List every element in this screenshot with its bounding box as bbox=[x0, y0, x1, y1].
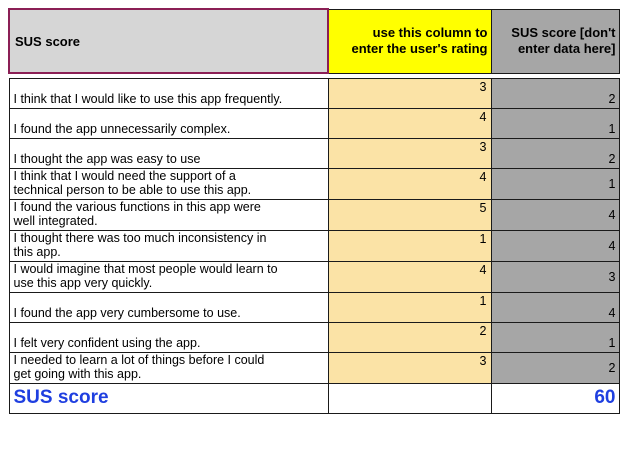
question-text-line1: I needed to learn a lot of things before I could bbox=[13, 352, 265, 367]
question-text-line1: I think that I would need the support of a bbox=[13, 168, 236, 183]
header-score-line1: SUS score [don't bbox=[511, 25, 616, 40]
rating-input-cell[interactable] bbox=[328, 78, 491, 108]
question-text-line1: I found the app very cumbersome to use. bbox=[13, 305, 241, 320]
question-text-line2: well integrated. bbox=[13, 213, 98, 228]
header-score-line2: enter data here] bbox=[517, 41, 616, 56]
header-title: SUS score bbox=[15, 33, 81, 49]
rating-value: 1 bbox=[479, 231, 487, 246]
question-text-line1: I think that I would like to use this app frequently. bbox=[13, 91, 283, 106]
score-output-cell[interactable] bbox=[491, 261, 619, 292]
total-score: 60 bbox=[594, 387, 616, 408]
rating-value: 4 bbox=[479, 262, 487, 277]
header-row bbox=[9, 9, 619, 73]
score-value: 3 bbox=[608, 269, 616, 284]
rating-input-cell[interactable] bbox=[328, 230, 491, 261]
question-text-line1: I found the app unnecessarily complex. bbox=[13, 121, 231, 136]
rating-input-cell[interactable] bbox=[328, 352, 491, 383]
question-text-line1: I thought there was too much inconsistency in bbox=[13, 230, 267, 245]
table-row bbox=[9, 292, 619, 322]
sus-table bbox=[8, 8, 620, 414]
question-text-line2: use this app very quickly. bbox=[13, 275, 153, 290]
score-value: 2 bbox=[608, 151, 616, 166]
question-text-line1: I thought the app was easy to use bbox=[13, 151, 201, 166]
question-text-line2: technical person to be able to use this app. bbox=[13, 182, 252, 197]
header-rating-line1: use this column to bbox=[372, 25, 488, 40]
question-text-line1: I found the various functions in this app were bbox=[13, 199, 261, 214]
score-output-cell[interactable] bbox=[491, 292, 619, 322]
score-value: 1 bbox=[608, 121, 616, 136]
total-label-cell[interactable] bbox=[9, 383, 328, 413]
question-cell[interactable] bbox=[9, 168, 328, 199]
score-output-cell[interactable] bbox=[491, 78, 619, 108]
question-cell[interactable] bbox=[9, 78, 328, 108]
rating-value: 4 bbox=[479, 109, 487, 124]
total-score-cell[interactable] bbox=[491, 383, 619, 413]
total-row bbox=[9, 383, 619, 413]
rating-input-cell[interactable] bbox=[328, 322, 491, 352]
score-output-cell[interactable] bbox=[491, 322, 619, 352]
rating-input-cell[interactable] bbox=[328, 138, 491, 168]
score-value: 4 bbox=[608, 207, 616, 222]
table-row bbox=[9, 352, 619, 383]
header-rating-line2: enter the user's rating bbox=[351, 41, 488, 56]
question-cell[interactable] bbox=[9, 230, 328, 261]
rating-value: 3 bbox=[479, 139, 487, 154]
score-value: 1 bbox=[608, 176, 616, 191]
header-score-cell[interactable] bbox=[491, 9, 619, 73]
table-row bbox=[9, 322, 619, 352]
table-row bbox=[9, 138, 619, 168]
sus-spreadsheet bbox=[8, 8, 618, 414]
rating-value: 4 bbox=[479, 169, 487, 184]
question-text-line1: I felt very confident using the app. bbox=[13, 335, 201, 350]
score-output-cell[interactable] bbox=[491, 138, 619, 168]
question-text-line2: get going with this app. bbox=[13, 366, 142, 381]
score-value: 2 bbox=[608, 91, 616, 106]
rating-input-cell[interactable] bbox=[328, 199, 491, 230]
score-value: 1 bbox=[608, 335, 616, 350]
question-rows bbox=[9, 78, 619, 383]
score-output-cell[interactable] bbox=[491, 230, 619, 261]
question-cell[interactable] bbox=[9, 199, 328, 230]
question-cell[interactable] bbox=[9, 138, 328, 168]
rating-input-cell[interactable] bbox=[328, 108, 491, 138]
table-row bbox=[9, 108, 619, 138]
rating-input-cell[interactable] bbox=[328, 292, 491, 322]
table-row bbox=[9, 168, 619, 199]
rating-input-cell[interactable] bbox=[328, 168, 491, 199]
total-label: SUS score bbox=[13, 387, 109, 408]
table-row bbox=[9, 230, 619, 261]
total-rating-cell[interactable] bbox=[328, 383, 491, 413]
score-value: 4 bbox=[608, 305, 616, 320]
header-rating-cell[interactable] bbox=[328, 9, 491, 73]
rating-value: 3 bbox=[479, 79, 487, 94]
question-text-line1: I would imagine that most people would learn to bbox=[13, 261, 278, 276]
rating-value: 1 bbox=[479, 293, 487, 308]
question-cell[interactable] bbox=[9, 322, 328, 352]
question-cell[interactable] bbox=[9, 261, 328, 292]
question-cell[interactable] bbox=[9, 352, 328, 383]
score-output-cell[interactable] bbox=[491, 168, 619, 199]
score-value: 4 bbox=[608, 238, 616, 253]
question-cell[interactable] bbox=[9, 108, 328, 138]
question-text-line2: this app. bbox=[13, 244, 61, 259]
score-output-cell[interactable] bbox=[491, 199, 619, 230]
rating-input-cell[interactable] bbox=[328, 261, 491, 292]
header-title-cell[interactable] bbox=[9, 9, 328, 73]
question-cell[interactable] bbox=[9, 292, 328, 322]
rating-value: 2 bbox=[479, 323, 487, 338]
score-output-cell[interactable] bbox=[491, 108, 619, 138]
table-row bbox=[9, 199, 619, 230]
table-row bbox=[9, 261, 619, 292]
rating-value: 5 bbox=[479, 200, 487, 215]
rating-value: 3 bbox=[479, 353, 487, 368]
score-output-cell[interactable] bbox=[491, 352, 619, 383]
score-value: 2 bbox=[608, 360, 616, 375]
table-row bbox=[9, 78, 619, 108]
